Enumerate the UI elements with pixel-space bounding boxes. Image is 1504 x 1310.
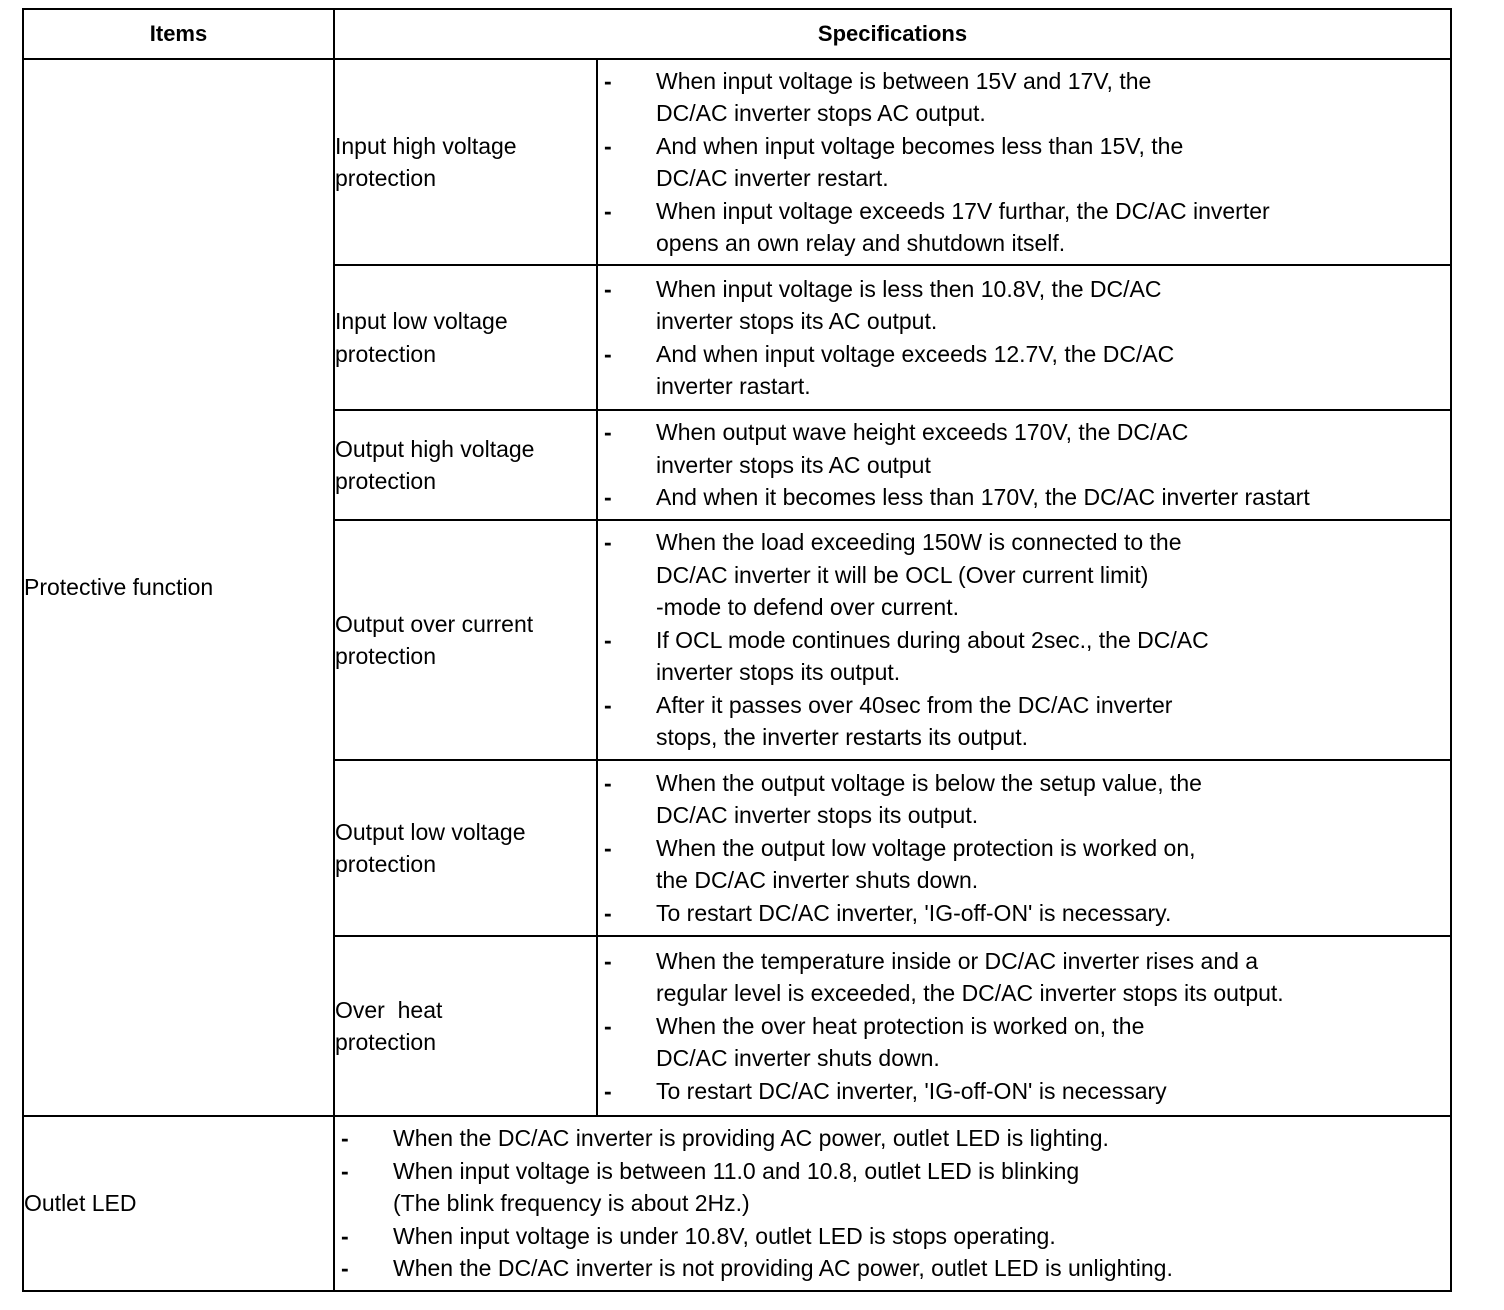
spec-line: DC/AC inverter shuts down. [656, 1045, 940, 1072]
spec-line: the DC/AC inverter shuts down. [656, 867, 979, 894]
spec-line: - When the temperature inside or DC/AC inverter rises and a [656, 947, 1259, 974]
spec-bullet [598, 526, 1450, 624]
spec-line: - When the output voltage is below the setup value, the [656, 769, 1202, 796]
spec-bullet [598, 945, 1450, 1010]
spec-line: - When the DC/AC inverter is providing AC power, outlet LED is lighting. [393, 1125, 1109, 1152]
spec-line: regular level is exceeded, the DC/AC inverter stops its output. [656, 980, 1284, 1007]
item-name-line: Input high voltage [335, 132, 517, 159]
spec-line: - When input voltage is under 10.8V, outlet LED is stops operating. [393, 1222, 1056, 1249]
spec-line: stops, the inverter restarts its output. [656, 724, 1028, 751]
spec-line: inverter stops its output. [656, 659, 901, 686]
spec-line: inverter rastart. [656, 373, 811, 399]
spec-line: - When the DC/AC inverter is not providing AC power, outlet LED is unlighting. [393, 1255, 1173, 1282]
item-name-line: Over heat [335, 996, 443, 1023]
spec-bullet [335, 1155, 1450, 1220]
table-row [23, 59, 1451, 265]
spec-line: inverter stops its AC output. [656, 308, 938, 334]
spec-bullet [598, 130, 1450, 195]
header-items: Items [23, 9, 334, 59]
spec-bullet [335, 1220, 1450, 1253]
specifications-table [22, 8, 1452, 1292]
spec-cell [597, 59, 1451, 265]
spec-bullet [598, 481, 1450, 514]
spec-bullet [598, 897, 1450, 930]
spec-line: - When input voltage is between 11.0 and 10.8, outlet LED is blinking [393, 1157, 1080, 1184]
spec-cell [597, 760, 1451, 936]
spec-line: DC/AC inverter it will be OCL (Over current limit) [656, 561, 1149, 588]
item-name [334, 936, 597, 1116]
item-name-line: protection [335, 340, 437, 367]
spec-line: - And when it becomes less than 170V, the DC/AC inverter rastart [656, 484, 1310, 511]
item-name [334, 520, 597, 760]
spec-bullet [335, 1122, 1450, 1155]
spec-bullet [598, 65, 1450, 130]
spec-line: DC/AC inverter stops AC output. [656, 100, 986, 126]
spec-bullet [598, 416, 1450, 481]
item-name-line: Output over current [335, 610, 534, 637]
category-protective-function: Protective function [23, 59, 334, 1116]
spec-line: - When the load exceeding 150W is connected to the [656, 529, 1182, 556]
spec-bullet [598, 1010, 1450, 1075]
item-name [334, 59, 597, 265]
spec-line: - When input voltage is less then 10.8V, the DC/AC [656, 275, 1162, 302]
spec-line: - To restart DC/AC inverter, 'IG-off-ON' is necessary [656, 1077, 1167, 1104]
spec-cell [597, 410, 1451, 520]
header-row [23, 9, 1451, 59]
item-name-line: Output low voltage [335, 818, 526, 845]
spec-bullet [598, 767, 1450, 832]
header-specifications: Specifications [334, 9, 1451, 59]
item-name [334, 410, 597, 520]
spec-line: DC/AC inverter restart. [656, 165, 889, 191]
item-name-line: protection [335, 851, 437, 877]
spec-line: - And when input voltage exceeds 12.7V, the DC/AC [656, 340, 1175, 367]
spec-bullet [598, 689, 1450, 754]
spec-bullet [598, 338, 1450, 403]
spec-line: - To restart DC/AC inverter, 'IG-off-ON' is necessary. [656, 899, 1172, 926]
spec-bullet [598, 273, 1450, 338]
spec-line: - When input voltage exceeds 17V furthar, the DC/AC inverter [656, 197, 1270, 224]
spec-line: opens an own relay and shutdown itself. [656, 230, 1066, 256]
category-outlet-led: Outlet LED [23, 1116, 334, 1291]
spec-line: inverter stops its AC output [656, 451, 931, 478]
table-row [23, 1116, 1451, 1291]
item-name-line: Input low voltage [335, 308, 508, 334]
item-name [334, 760, 597, 936]
spec-line: - When output wave height exceeds 170V, the DC/AC [656, 419, 1189, 446]
spec-line: - When the output low voltage protection is worked on, [656, 834, 1196, 861]
spec-bullet [335, 1252, 1450, 1285]
item-name-line: protection [335, 165, 437, 191]
spec-line: - After it passes over 40sec from the DC/AC inverter [656, 691, 1173, 718]
spec-line: - When input voltage is between 15V and 17V, the [656, 67, 1152, 94]
item-name [334, 265, 597, 410]
spec-bullet [598, 832, 1450, 897]
spec-cell [597, 520, 1451, 760]
spec-line: (The blink frequency is about 2Hz.) [393, 1190, 750, 1217]
spec-cell [334, 1116, 1451, 1291]
item-name-line: protection [335, 1029, 437, 1055]
spec-line: - And when input voltage becomes less than 15V, the [656, 132, 1184, 159]
spec-line: - When the over heat protection is worked on, the [656, 1012, 1145, 1039]
spec-line: DC/AC inverter stops its output. [656, 802, 979, 829]
spec-cell [597, 265, 1451, 410]
spec-bullet [598, 624, 1450, 689]
item-name-line: protection [335, 643, 437, 669]
item-name-line: Output high voltage [335, 435, 535, 462]
spec-line: -mode to defend over current. [656, 594, 959, 621]
item-name-line: protection [335, 468, 437, 494]
spec-line: - If OCL mode continues during about 2sec., the DC/AC [656, 626, 1209, 653]
spec-bullet [598, 1075, 1450, 1108]
spec-cell [597, 936, 1451, 1116]
spec-bullet [598, 195, 1450, 260]
